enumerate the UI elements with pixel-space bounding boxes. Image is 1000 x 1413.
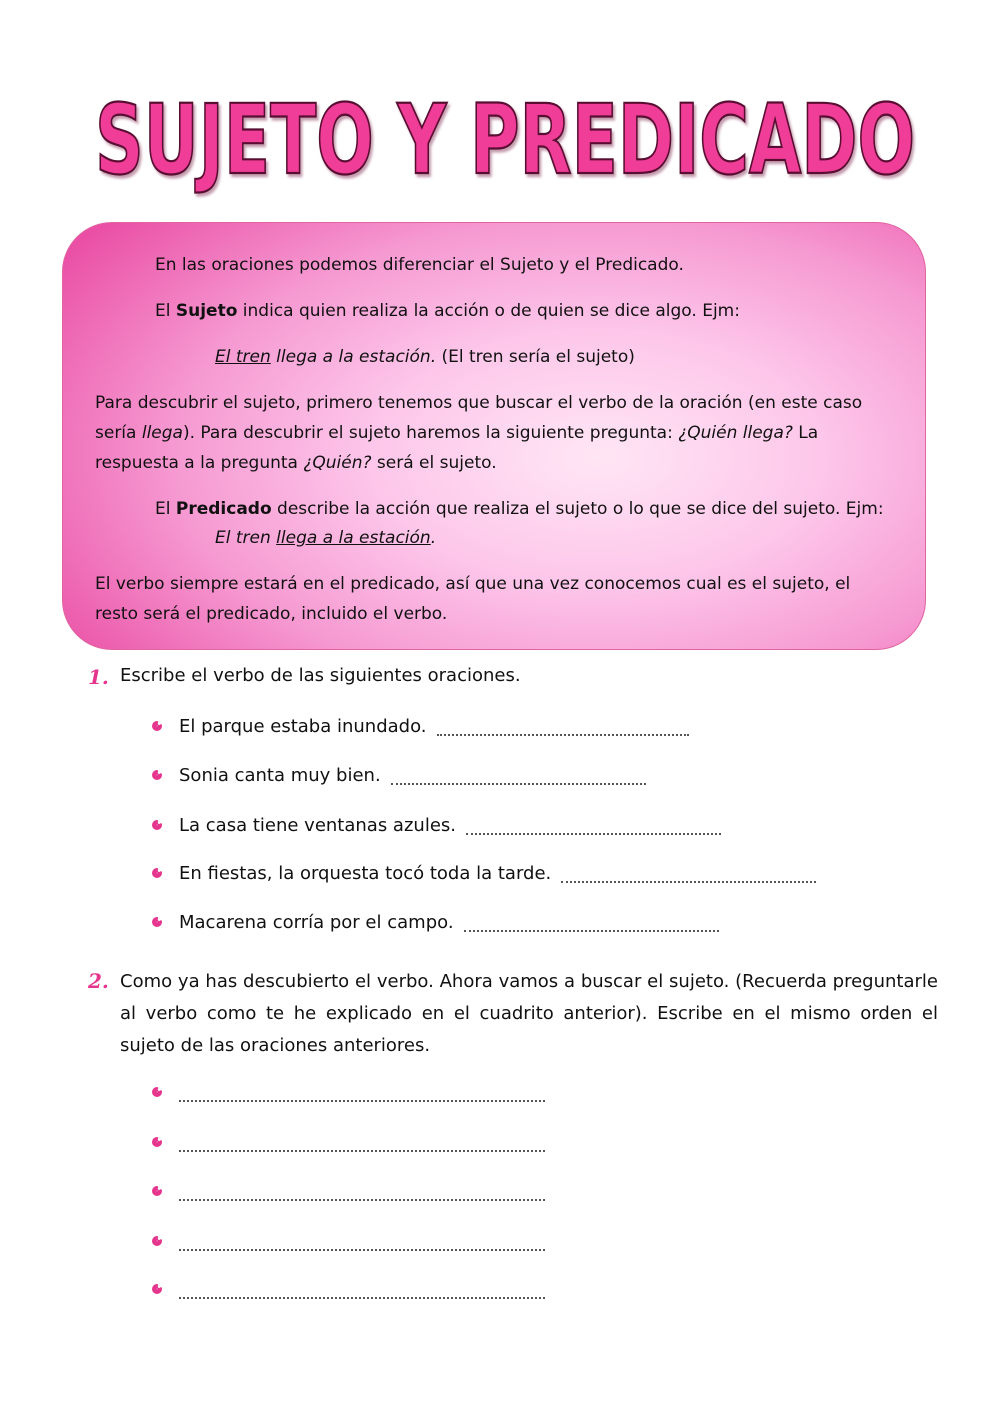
explanation-paragraph: Para descubrir el sujeto, primero tenemos que buscar el verbo de la oración (en este caso sería llega). Para descubrir el sujeto haremos la siguiente pregunta: ¿Quién llega? La respuesta a la pregunta ¿Quién? será el sujeto. <box>95 393 863 473</box>
answer-line[interactable] <box>179 1136 545 1152</box>
answer-row <box>150 1129 545 1155</box>
list-item: La casa tiene ventanas azules. <box>150 812 721 838</box>
question-1-text: Escribe el verbo de las siguientes oraciones. <box>120 665 521 686</box>
answer-line[interactable] <box>179 1086 545 1102</box>
question-1-number: 1. <box>88 665 109 689</box>
example-2: El tren llega a la estación. <box>215 528 437 548</box>
list-item: Sonia canta muy bien. <box>150 762 646 788</box>
answer-line[interactable] <box>437 720 689 736</box>
answer-line[interactable] <box>179 1283 545 1299</box>
question-2-text: Como ya has descubierto el verbo. Ahora vamos a buscar el sujeto. (Recuerda preguntarle al verbo como te he explicado en el cuadrito anterior). Escribe en el mismo orden el sujeto de las oraciones anteriores. <box>120 971 938 1056</box>
swirl-bullet-icon <box>150 1234 164 1248</box>
swirl-bullet-icon <box>150 818 164 832</box>
swirl-bullet-icon <box>150 915 164 929</box>
conclusion-paragraph: El verbo siempre estará en el predicado, así que una vez conocemos cual es el sujeto, el resto será el predicado, incluido el verbo. <box>95 574 851 624</box>
swirl-bullet-icon <box>150 1184 164 1198</box>
swirl-bullet-icon <box>150 1085 164 1099</box>
intro-line: En las oraciones podemos diferenciar el Sujeto y el Predicado. <box>155 255 684 275</box>
swirl-bullet-icon <box>150 866 164 880</box>
swirl-bullet-icon <box>150 719 164 733</box>
sujeto-definition: El Sujeto indica quien realiza la acción o de quien se dice algo. Ejm: <box>155 301 740 321</box>
predicado-definition: El Predicado describe la acción que realiza el sujeto o lo que se dice del sujeto. Ejm: <box>155 499 884 519</box>
answer-line[interactable] <box>391 769 646 785</box>
question-2-number: 2. <box>88 969 109 993</box>
answer-row <box>150 1079 545 1105</box>
swirl-bullet-icon <box>150 768 164 782</box>
answer-line[interactable] <box>466 819 721 835</box>
explanation-box <box>62 222 926 650</box>
example-1: El tren llega a la estación. (El tren sería el sujeto) <box>215 347 635 367</box>
answer-line[interactable] <box>561 867 816 883</box>
swirl-bullet-icon <box>150 1282 164 1296</box>
answer-row <box>150 1276 545 1302</box>
list-item: En fiestas, la orquesta tocó toda la tarde. <box>150 860 816 886</box>
answer-line[interactable] <box>179 1185 545 1201</box>
list-item: El parque estaba inundado. <box>150 713 689 739</box>
answer-row <box>150 1228 545 1254</box>
swirl-bullet-icon <box>150 1135 164 1149</box>
list-item: Macarena corría por el campo. <box>150 909 719 935</box>
answer-line[interactable] <box>464 916 719 932</box>
answer-row <box>150 1178 545 1204</box>
answer-line[interactable] <box>179 1235 545 1251</box>
page-title <box>80 55 930 205</box>
title-text: SUJETO Y PREDICADO <box>95 84 915 196</box>
